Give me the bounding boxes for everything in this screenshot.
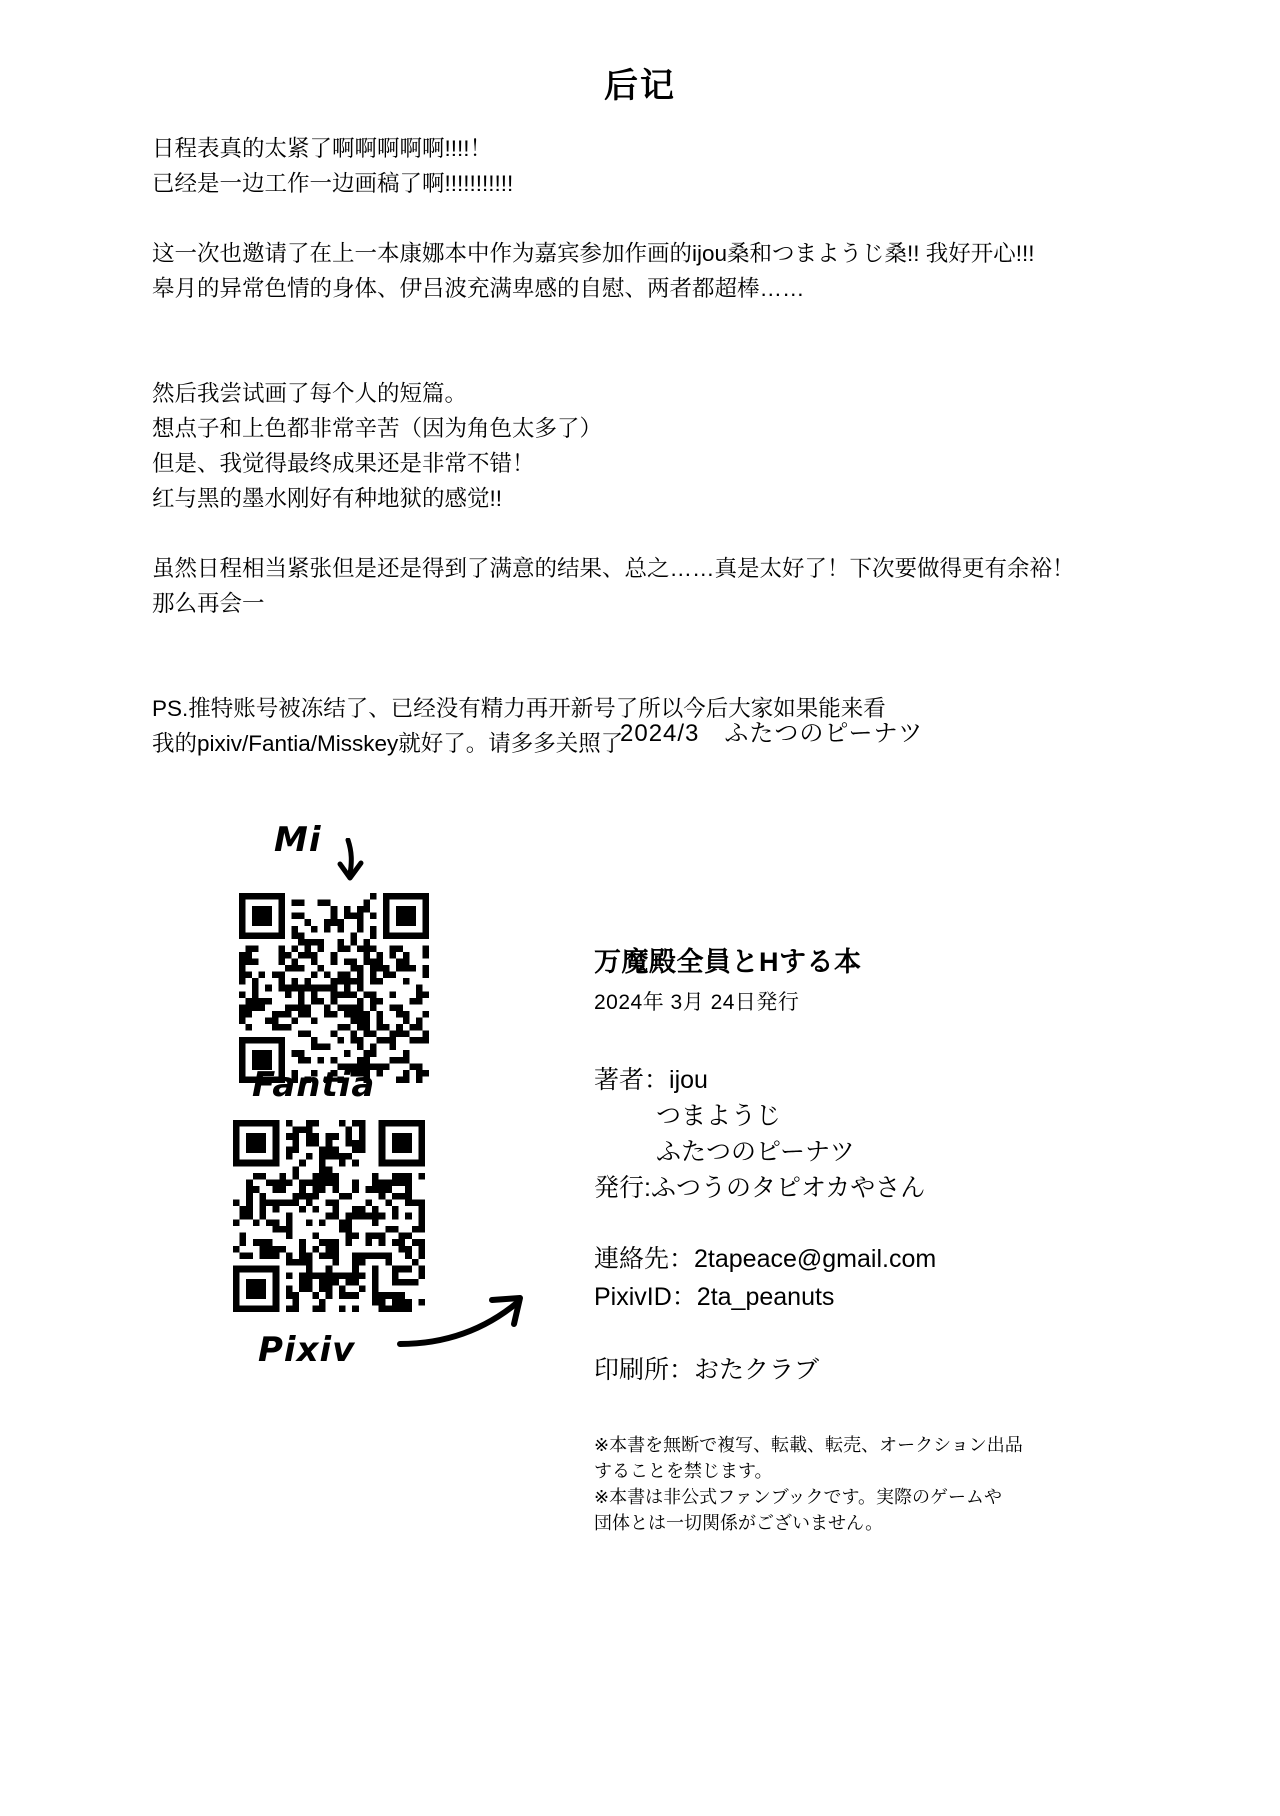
author-label: 著者： xyxy=(594,1066,670,1094)
colophon-contact xyxy=(594,1240,1154,1316)
afterword-line: 然后我尝试画了每个人的短篇。 xyxy=(152,381,468,406)
colophon-authors xyxy=(594,1062,1154,1206)
afterword-line: 虽然日程相当紧张但是还是得到了满意的结果、总之……真是太好了！下次要做得更有余裕！ xyxy=(152,556,1075,581)
contact-email: 2tapeace@gmail.com xyxy=(694,1245,937,1273)
afterword-signature: 2024/3 ふたつのピーナツ xyxy=(620,720,924,747)
author-name: ijou xyxy=(669,1066,708,1094)
qr-code-misskey[interactable] xyxy=(239,893,429,1083)
afterword-text xyxy=(152,131,1142,761)
colophon-book-title: 万魔殿全員とHする本 xyxy=(594,947,862,977)
arrow-down-icon xyxy=(330,838,374,884)
colophon xyxy=(594,940,1154,1536)
afterword-line: 这一次也邀请了在上一本康娜本中作为嘉宾参加作画的ijou桑和つまようじ桑!! 我好开心!!! xyxy=(152,241,1035,266)
note-line: ※本書を無断で複写、転載、転売、オークション出品 xyxy=(594,1435,1023,1455)
spacer xyxy=(152,516,1142,551)
pixiv-label: Pixiv xyxy=(258,1330,356,1370)
afterword-line: 皋月的异常色情的身体、伊吕波充满卑感的自慰、两者都超棒…… xyxy=(152,276,805,301)
spacer xyxy=(152,201,1142,236)
note-line: 団体とは一切関係がございません。 xyxy=(594,1513,884,1533)
fantia-label: Fantia xyxy=(252,1065,376,1105)
qr-code-fantia[interactable] xyxy=(233,1120,425,1312)
afterword-line: 那么再会一 xyxy=(152,591,265,616)
colophon-printer: 印刷所：おたクラブ xyxy=(594,1356,820,1384)
spacer xyxy=(152,306,1142,376)
contact-line xyxy=(594,1240,1154,1278)
misskey-label: Mi xyxy=(274,820,322,860)
pixiv-id-line xyxy=(594,1278,1154,1316)
afterword-line: 已经是一边工作一边画稿了啊!!!!!!!!!!! xyxy=(152,171,514,196)
afterword-line: 但是、我觉得最终成果还是非常不错！ xyxy=(152,451,535,476)
afterword-line: PS.推特账号被冻结了、已经没有精力再开新号了所以今后大家如果能来看 xyxy=(152,696,886,721)
spacer xyxy=(152,621,1142,691)
note-line: することを禁じます。 xyxy=(594,1461,773,1481)
afterword-line: 想点子和上色都非常辛苦（因为角色太多了） xyxy=(152,416,603,441)
afterword-line: 我的pixiv/Fantia/Misskey就好了。请多多关照了 xyxy=(152,731,624,756)
note-line: ※本書は非公式ファンブックです。実際のゲームや xyxy=(594,1487,1003,1507)
author-name: ふたつのピーナツ xyxy=(656,1138,855,1166)
author-line xyxy=(594,1062,1154,1098)
pixiv-id-label: PixivID： xyxy=(594,1283,697,1311)
contact-label: 連絡先： xyxy=(594,1245,695,1273)
colophon-publish-date: 2024年 3月 24日発行 xyxy=(594,991,800,1014)
author-name: つまようじ xyxy=(656,1102,782,1130)
page-title: 后记 xyxy=(604,67,676,105)
afterword-line: 红与黑的墨水刚好有种地狱的感觉!! xyxy=(152,486,503,511)
afterword-line: 日程表真的太紧了啊啊啊啊啊!!!!！ xyxy=(152,136,493,161)
arrow-right-icon xyxy=(396,1290,536,1380)
pixiv-id-value: 2ta_peanuts xyxy=(696,1283,835,1311)
colophon-publisher: 発行:ふつうのタピオカやさん xyxy=(594,1174,926,1202)
colophon-notes xyxy=(594,1432,1154,1536)
